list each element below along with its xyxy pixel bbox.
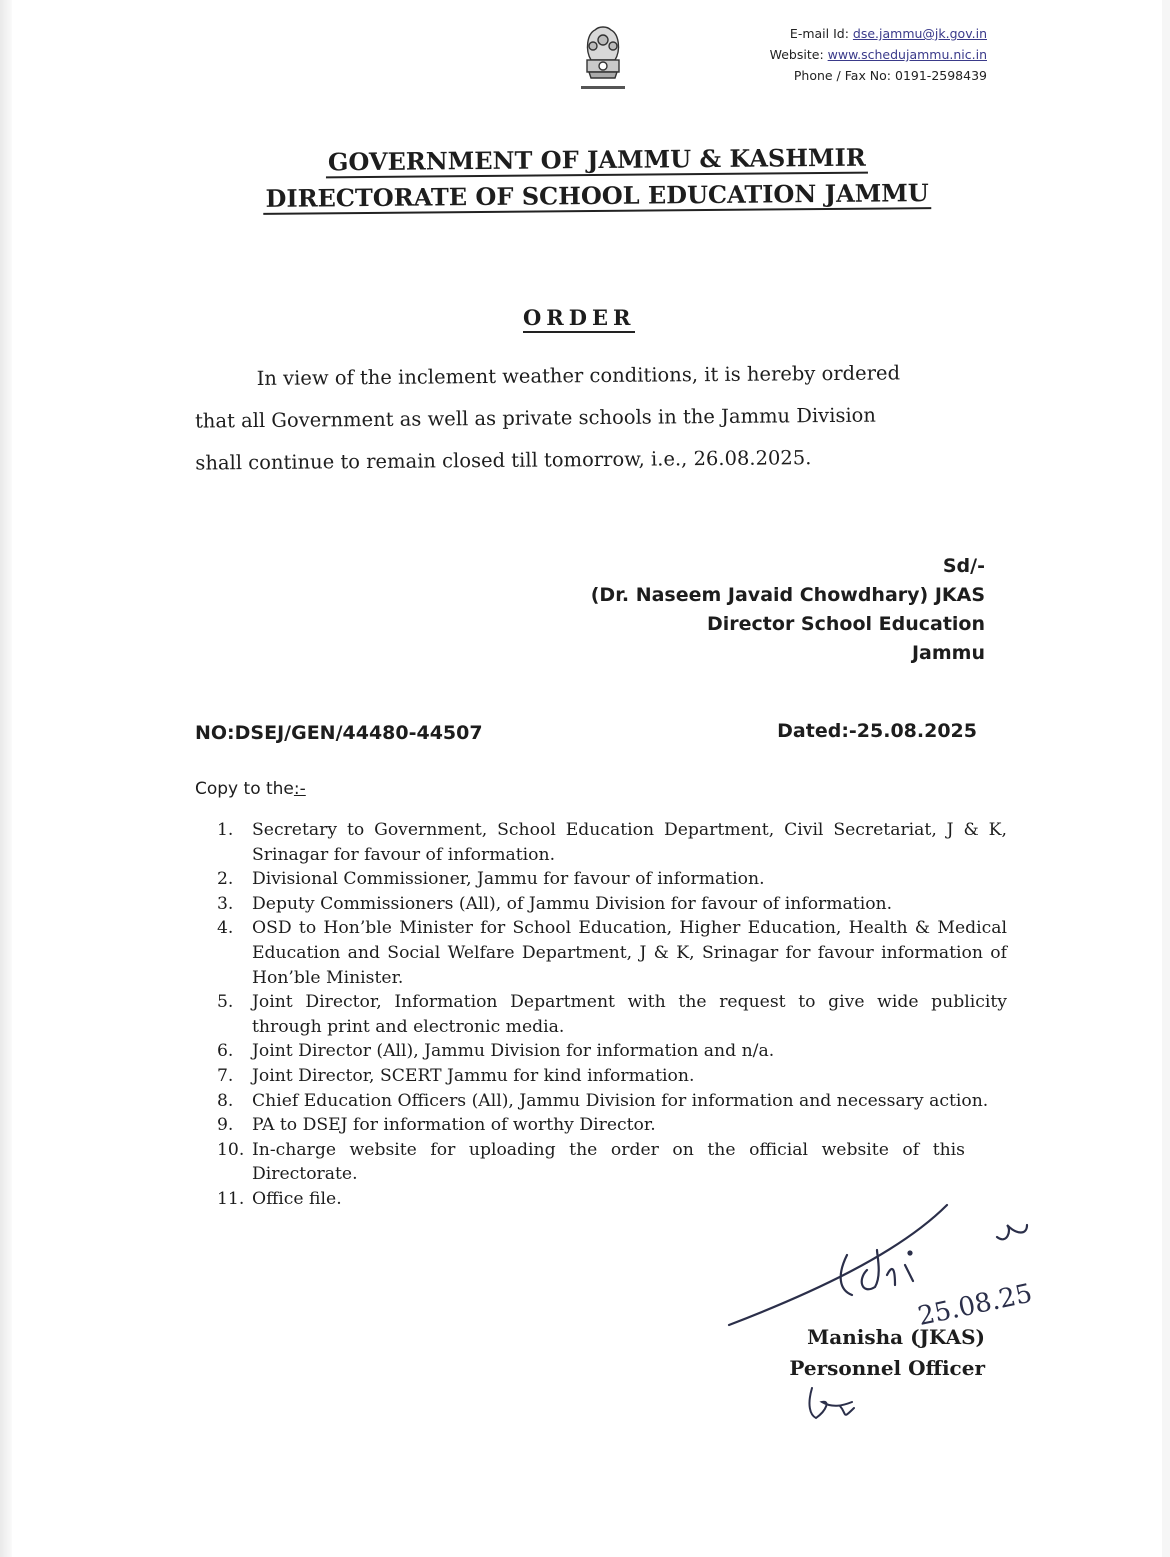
- list-item-number: 9.: [217, 1115, 234, 1136]
- sd-mark: Sd/-: [942, 555, 985, 577]
- heading-directorate: DIRECTORATE OF SCHOOL EDUCATION JAMMU: [263, 179, 930, 215]
- list-item: [217, 1089, 1007, 1114]
- list-item-text: Secretary to Government, School Education Department, Civil Secretariat, J & K, Srinagar for favour of information.: [252, 820, 1007, 865]
- order-body-line: shall continue to remain closed till tomorrow, i.e., 26.08.2025.: [195, 446, 812, 475]
- state-emblem-icon: [565, 20, 641, 96]
- list-item-text: OSD to Hon’ble Minister for School Education, Higher Education, Health & Medical Education and Social Welfare Department, J & K, Srinagar for favour information of Hon’ble Minister.: [252, 918, 1007, 988]
- list-item-number: 6.: [217, 1041, 234, 1062]
- list-item-number: 4.: [217, 918, 234, 939]
- distribution-list: [217, 818, 1007, 1212]
- officer-name: Manisha (JKAS): [807, 1325, 985, 1349]
- heading-government: GOVERNMENT OF JAMMU & KASHMIR: [326, 144, 868, 179]
- list-item: [217, 1113, 1007, 1138]
- list-item-number: 3.: [217, 893, 234, 914]
- signatory-name: (Dr. Naseem Javaid Chowdhary) JKAS: [590, 584, 985, 606]
- email-link[interactable]: dse.jammu@jk.gov.in: [852, 26, 987, 41]
- copy-to-label: [195, 779, 306, 799]
- list-item-number: 10.: [217, 1139, 245, 1160]
- website-label: Website:: [769, 47, 828, 62]
- list-item-text: Deputy Commissioners (All), of Jammu Division for favour of information.: [252, 893, 893, 914]
- list-item-text: PA to DSEJ for information of worthy Director.: [252, 1115, 656, 1136]
- website-row: [770, 44, 987, 65]
- signatory-block: [591, 552, 985, 668]
- list-item-text: Divisional Commissioner, Jammu for favour of information.: [252, 869, 765, 890]
- copy-to-suffix: :-: [293, 779, 306, 799]
- list-item: [217, 1039, 1007, 1064]
- list-item-text: Joint Director, Information Department with the request to give wide publicity through print and electronic media.: [252, 992, 1007, 1037]
- copy-to-text: Copy to the: [195, 779, 294, 799]
- list-item: [217, 1064, 1007, 1089]
- list-item-number: 5.: [217, 992, 234, 1013]
- contact-details: [770, 23, 987, 86]
- list-item: [217, 1138, 965, 1187]
- order-number: NO:DSEJ/GEN/44480-44507: [195, 722, 483, 744]
- signatory-place: Jammu: [911, 642, 985, 664]
- order-body-line: In view of the inclement weather conditions, it is hereby ordered: [256, 361, 901, 390]
- order-body: [194, 351, 1005, 484]
- email-label: E-mail Id:: [789, 26, 853, 41]
- list-item-number: 1.: [217, 820, 234, 840]
- list-item-text: Joint Director, SCERT Jammu for kind information.: [252, 1065, 695, 1086]
- list-item-text: In-charge website for uploading the order on the official website of this Directorate.: [252, 1139, 965, 1185]
- letterhead-heading: [252, 140, 943, 218]
- list-item-text: Joint Director (All), Jammu Division for information and n/a.: [252, 1041, 775, 1062]
- handwritten-signature: [727, 1195, 1057, 1340]
- list-item-text: Office file.: [252, 1188, 342, 1209]
- handwritten-date: 25.08.25: [915, 1278, 1035, 1333]
- order-date: Dated:-25.08.2025: [777, 720, 977, 742]
- list-item: [217, 990, 1007, 1039]
- phone-row: Phone / Fax No: 0191-2598439: [793, 68, 987, 83]
- list-item: [217, 818, 1007, 867]
- officer-block: [789, 1322, 985, 1384]
- list-item-text: Chief Education Officers (All), Jammu Division for information and necessary action.: [252, 1090, 989, 1111]
- website-link[interactable]: www.schedujammu.nic.in: [827, 47, 987, 62]
- order-body-line: that all Government as well as private schools in the Jammu Division: [194, 403, 877, 433]
- signatory-designation: Director School Education: [707, 613, 985, 635]
- officer-designation: Personnel Officer: [789, 1356, 985, 1380]
- email-row: [770, 23, 987, 44]
- list-item-number: 2.: [217, 869, 234, 890]
- list-item-number: 8.: [217, 1090, 234, 1111]
- order-title: ORDER: [523, 305, 635, 333]
- list-item: [217, 916, 1007, 990]
- list-item: [217, 892, 1007, 917]
- handwritten-initial: [802, 1380, 872, 1425]
- list-item-number: 7.: [217, 1065, 234, 1086]
- list-item: [217, 867, 1007, 892]
- document-page: [12, 0, 1162, 1557]
- list-item-number: 11.: [217, 1188, 245, 1209]
